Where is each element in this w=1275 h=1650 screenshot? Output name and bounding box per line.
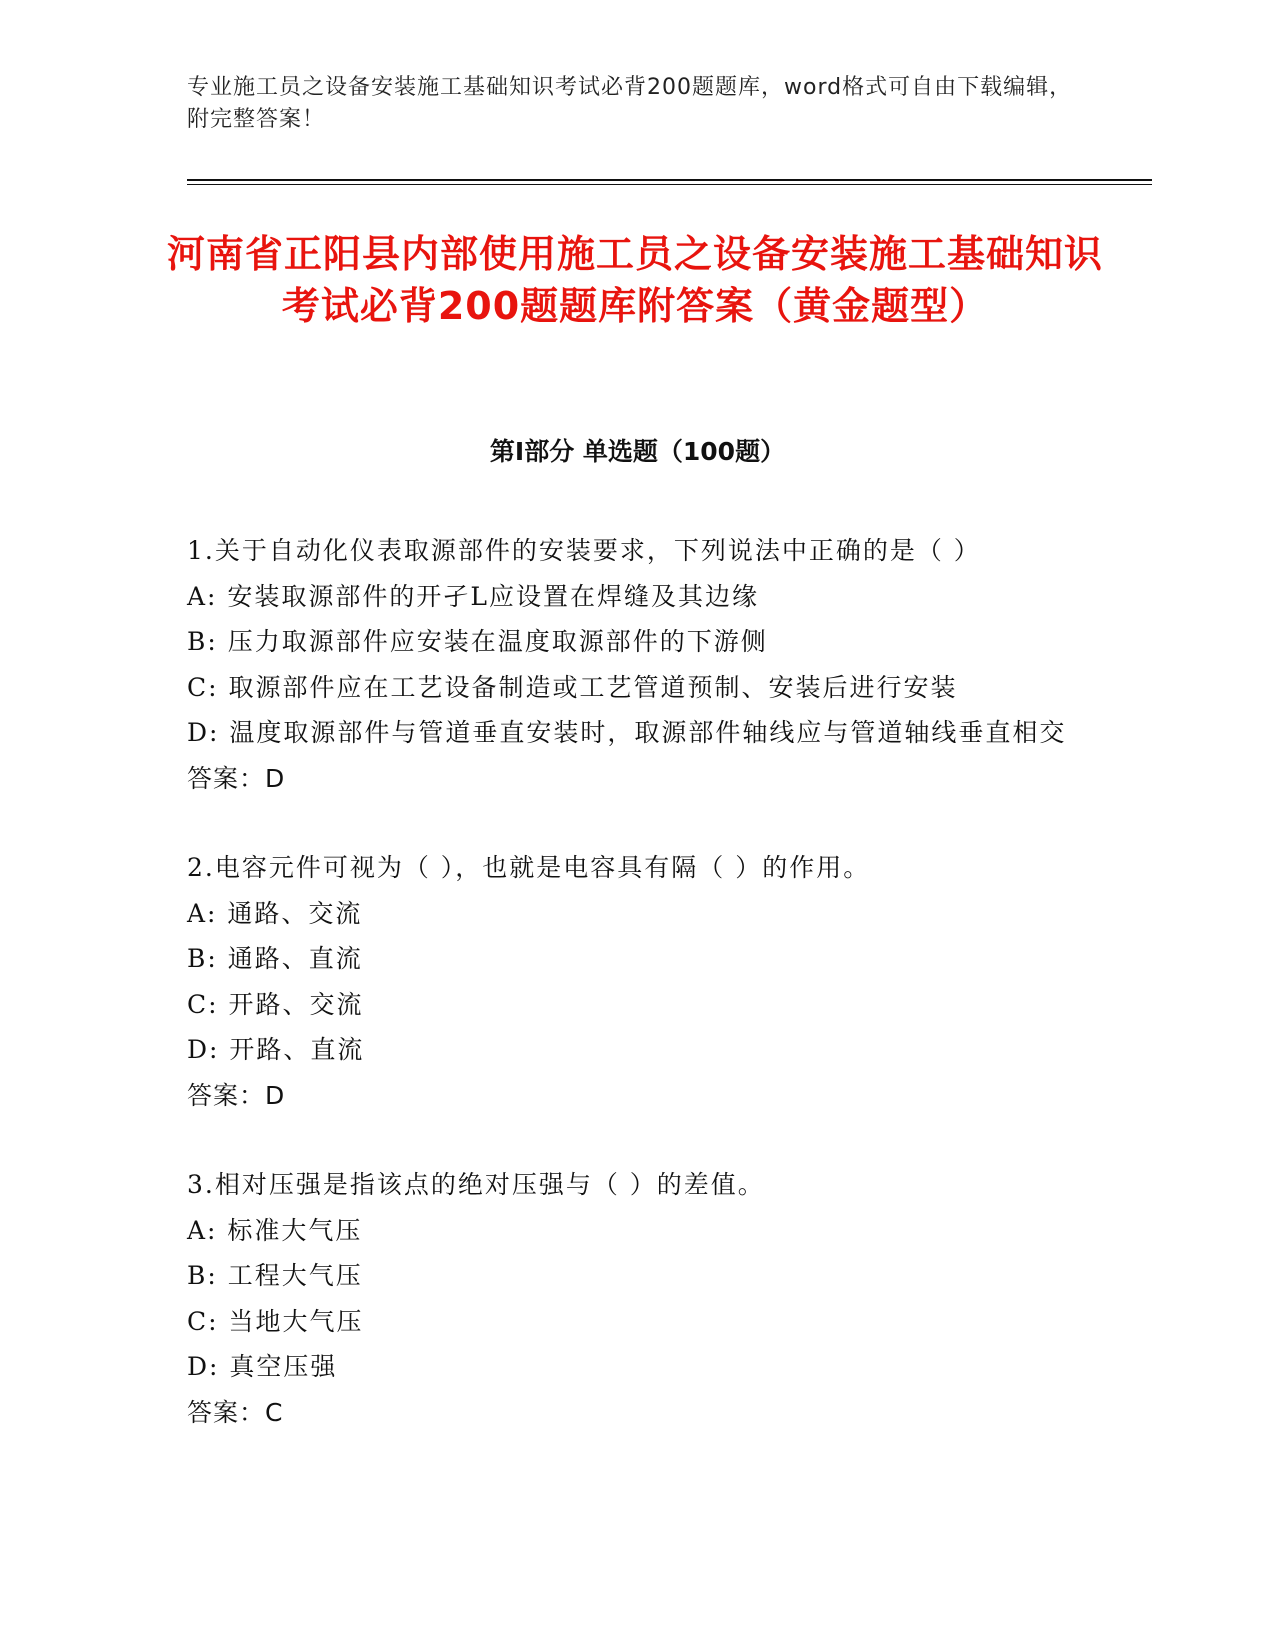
option-a: A: 通路、交流	[187, 898, 363, 928]
option-c: C: 取源部件应在工艺设备制造或工艺管道预制、安装后进行安装	[187, 672, 958, 702]
section-heading: 第I部分 单选题（100题）	[489, 437, 786, 466]
question-1	[187, 528, 1087, 801]
option-d: D: 温度取源部件与管道垂直安装时，取源部件轴线应与管道轴线垂直相交	[187, 718, 1067, 747]
option-c: C: 当地大气压	[187, 1306, 364, 1336]
question-3	[187, 1162, 1087, 1435]
answer: 答案：D	[187, 1080, 286, 1110]
header-rule-thin	[187, 184, 1152, 185]
option-b: B: 通路、直流	[187, 944, 363, 973]
option-b: B: 工程大气压	[187, 1261, 363, 1290]
document-title: 河南省正阳县内部使用施工员之设备安装施工基础知识考试必背200题题库附答案（黄金题型）	[166, 232, 1103, 328]
header-rule-thick	[187, 179, 1152, 181]
option-d: D: 真空压强	[187, 1352, 338, 1381]
option-c: C: 开路、交流	[187, 989, 364, 1019]
option-d: D: 开路、直流	[187, 1035, 365, 1064]
question-list	[187, 528, 1087, 1479]
option-b: B: 压力取源部件应安装在温度取源部件的下游侧	[187, 627, 768, 656]
option-a: A: 标准大气压	[187, 1215, 363, 1245]
answer: 答案：D	[187, 763, 286, 793]
question-2	[187, 845, 1087, 1118]
option-a: A: 安装取源部件的开孑L应设置在焊缝及其边缘	[187, 581, 760, 611]
answer: 答案：C	[187, 1397, 284, 1427]
question-stem: 3.相对压强是指该点的绝对压强与（ ）的差值。	[187, 1170, 765, 1199]
question-stem: 2.电容元件可视为（ ），也就是电容具有隔（ ）的作用。	[187, 853, 871, 882]
header-note: 专业施工员之设备安装施工基础知识考试必背200题题库，word格式可自由下载编辑，附完整答案！	[187, 75, 1073, 132]
question-stem: 1.关于自动化仪表取源部件的安装要求，下列说法中正确的是（ ）	[187, 536, 981, 565]
